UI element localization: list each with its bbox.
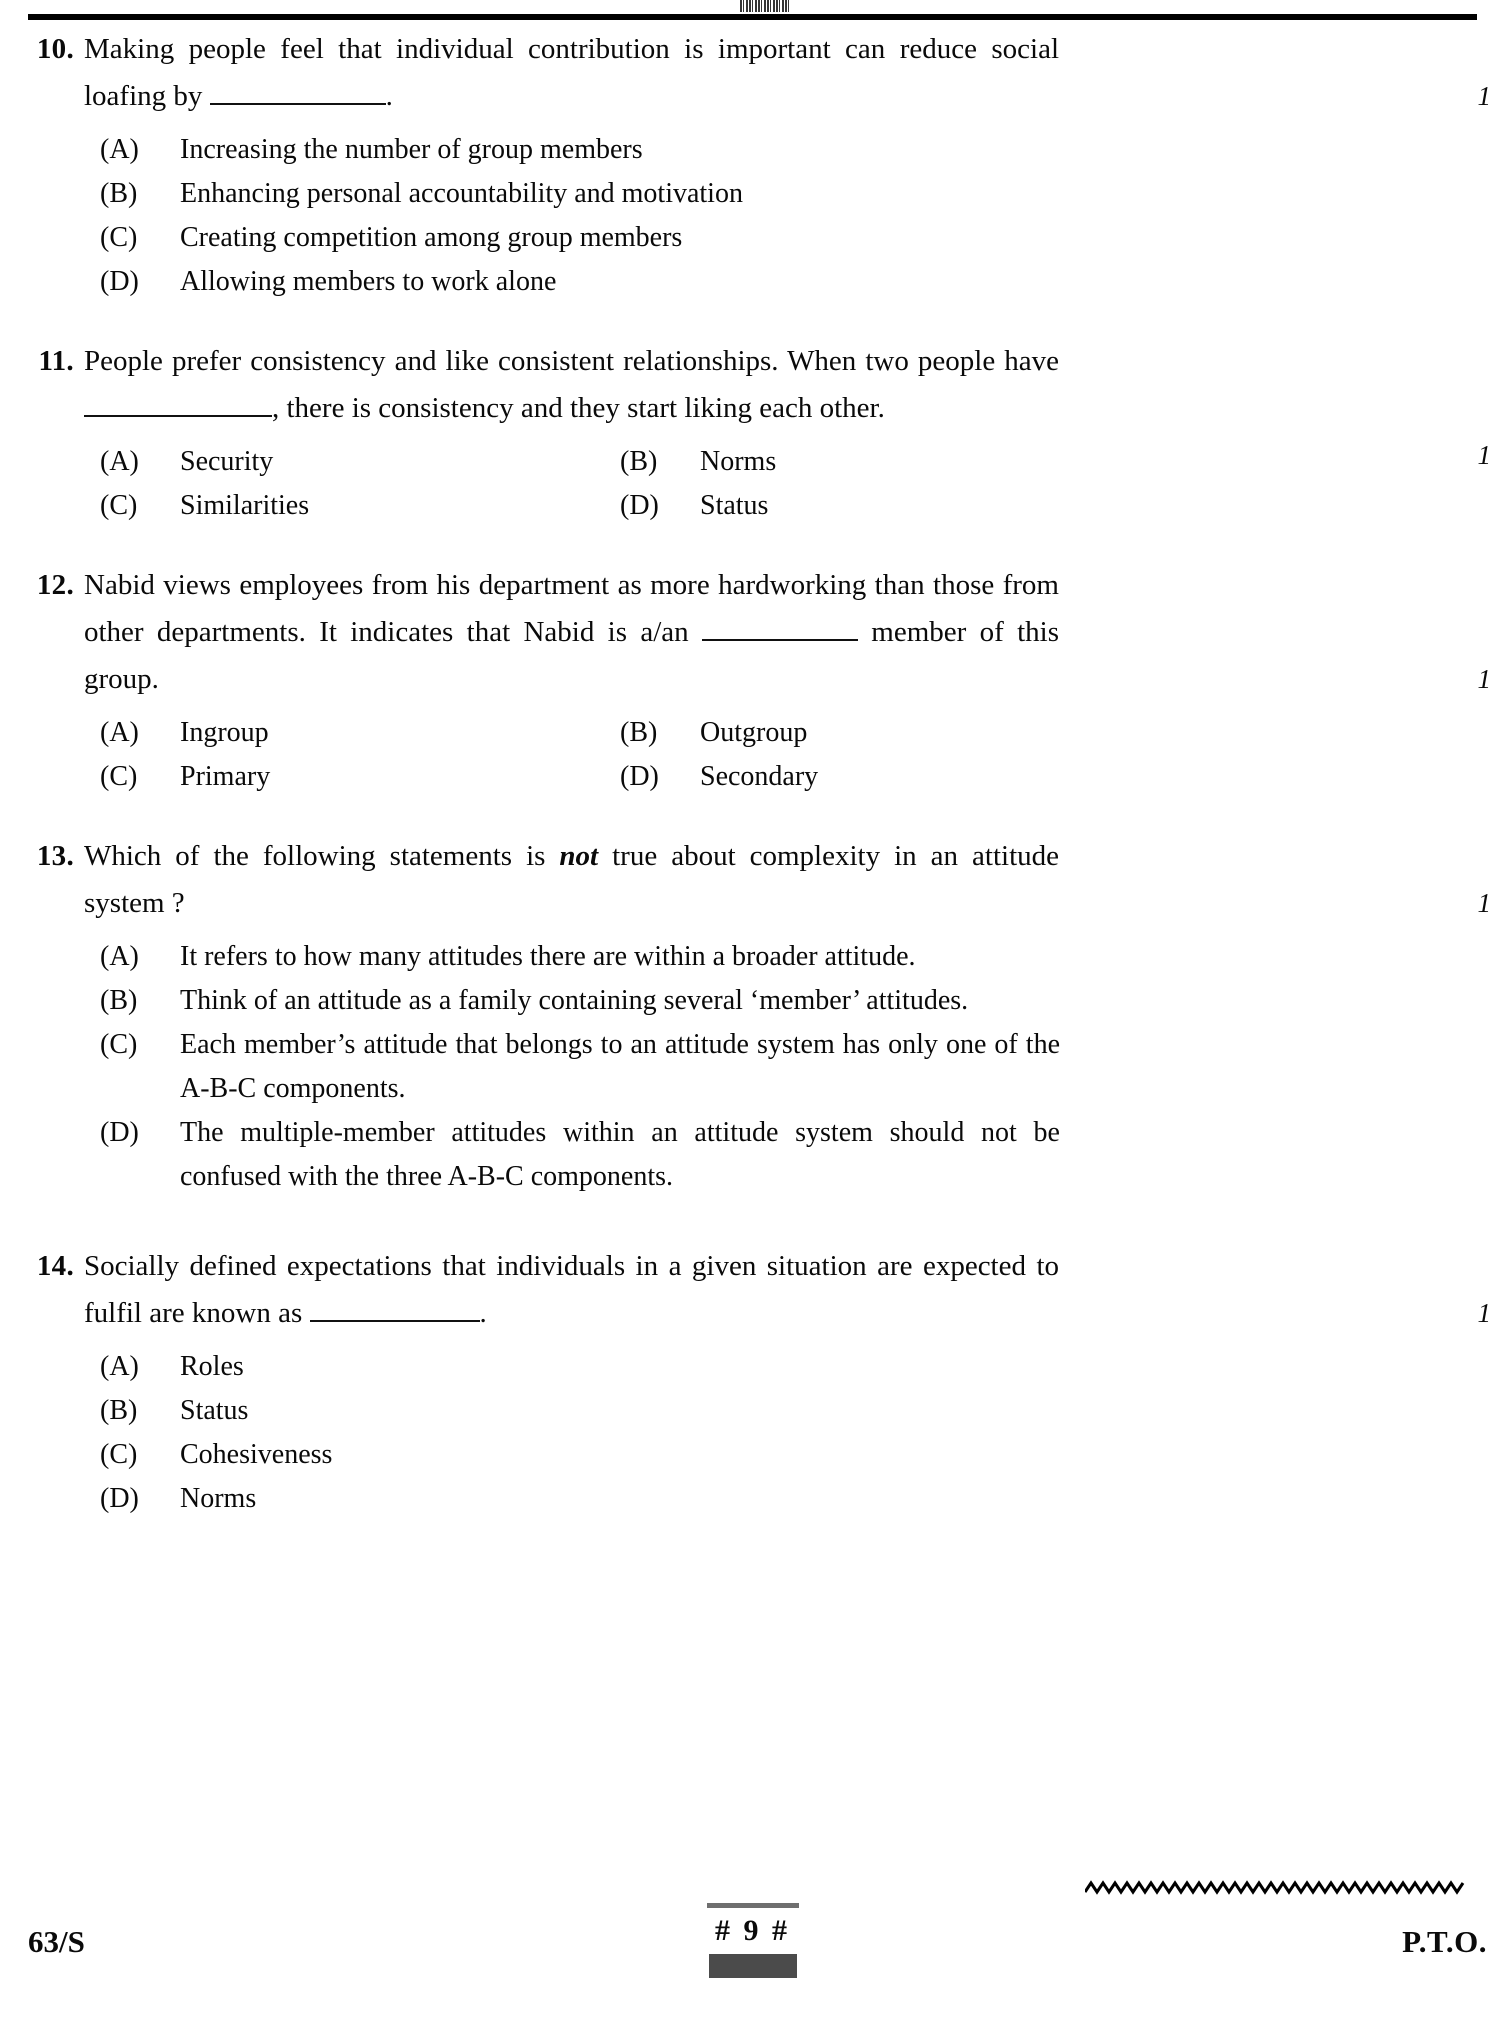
options-list xyxy=(100,711,1505,799)
options-list xyxy=(100,440,1505,528)
option-text: It refers to how many attitudes there are within a broader attitude. xyxy=(180,941,916,972)
fill-blank xyxy=(84,415,272,417)
question-number: 14. xyxy=(36,1250,74,1282)
option-text: Ingroup xyxy=(180,717,269,748)
option-label: (C) xyxy=(100,490,138,521)
option-c[interactable] xyxy=(100,1433,1505,1477)
option-d[interactable] xyxy=(620,484,1100,528)
question-10 xyxy=(0,26,1505,304)
option-label: (D) xyxy=(100,266,139,297)
page-number: # 9 # xyxy=(715,1914,790,1947)
question-text xyxy=(84,562,1059,703)
option-b[interactable] xyxy=(100,1389,1505,1433)
option-label: (A) xyxy=(100,941,139,972)
question-marks: 1 xyxy=(1477,888,1491,918)
question-marks: 1 xyxy=(1477,81,1491,111)
zigzag-rule-icon xyxy=(1085,1878,1465,1898)
barcode-icon xyxy=(740,0,790,12)
option-text: Norms xyxy=(180,1483,257,1514)
option-text: Allowing members to work alone xyxy=(180,266,557,297)
question-text xyxy=(84,833,1059,927)
option-c[interactable] xyxy=(100,216,1505,260)
spacer xyxy=(0,799,1505,833)
header-rule xyxy=(28,14,1477,20)
question-12 xyxy=(0,562,1505,799)
page-number-block-mark xyxy=(709,1954,797,1978)
option-label: (D) xyxy=(620,761,659,792)
page-number-block xyxy=(0,1903,1505,1978)
option-d[interactable] xyxy=(620,755,1100,799)
question-text xyxy=(84,1243,1059,1337)
option-label: (B) xyxy=(100,985,138,1016)
question-emphasis: not xyxy=(559,840,599,872)
option-label: (D) xyxy=(100,1117,139,1148)
paper-code: 63/S xyxy=(28,1924,85,1959)
option-text: Increasing the number of group members xyxy=(180,134,643,165)
question-13 xyxy=(0,833,1505,1199)
option-b[interactable] xyxy=(100,172,1505,216)
option-c[interactable] xyxy=(100,484,620,528)
option-a[interactable] xyxy=(100,711,620,755)
option-label: (D) xyxy=(620,490,659,521)
option-text: Norms xyxy=(700,446,777,477)
option-text: Each member’s attitude that belongs to an attitude system has only one of the A-B-C components. xyxy=(180,1029,1060,1104)
options-list xyxy=(100,935,1505,1199)
option-text: Cohesiveness xyxy=(180,1439,333,1470)
option-text: Secondary xyxy=(700,761,819,792)
question-stem: Nabid views employees from his department as more hardworking than those from other departments. It indicates that Nabid is a/an xyxy=(84,569,1059,648)
option-d[interactable] xyxy=(100,260,1505,304)
option-label: (C) xyxy=(100,1029,138,1060)
pto-label: P.T.O. xyxy=(1402,1924,1487,1959)
spacer xyxy=(0,304,1505,338)
option-label: (C) xyxy=(100,1439,138,1470)
question-stem-end: true about complexity in an attitude system ? xyxy=(84,840,1059,919)
question-stem: Which of the following statements is xyxy=(84,840,546,872)
option-text: Outgroup xyxy=(700,717,808,748)
options-row xyxy=(100,440,1505,484)
questions-container xyxy=(0,26,1505,1521)
option-d[interactable] xyxy=(100,1477,1505,1521)
question-number: 11. xyxy=(38,345,74,377)
option-a[interactable] xyxy=(100,1345,1505,1389)
option-label: (C) xyxy=(100,222,138,253)
option-label: (A) xyxy=(100,1351,139,1382)
question-number: 10. xyxy=(36,33,74,65)
question-stem-end: . xyxy=(385,80,393,112)
question-stem-end: , there is consistency and they start liking each other. xyxy=(272,392,885,424)
option-a[interactable] xyxy=(100,128,1505,172)
question-11 xyxy=(0,338,1505,528)
option-a[interactable] xyxy=(100,440,620,484)
fill-blank xyxy=(702,639,858,641)
question-stem: People prefer consistency and like consistent relationships. When two people have xyxy=(84,345,1059,377)
option-text: Status xyxy=(700,490,769,521)
question-stem: Making people feel that individual contribution is important can reduce social loafing by xyxy=(84,33,1059,112)
option-c[interactable] xyxy=(100,755,620,799)
option-label: (A) xyxy=(100,134,139,165)
options-row xyxy=(100,711,1505,755)
question-text xyxy=(84,338,1059,432)
question-stem-end: . xyxy=(479,1297,487,1329)
option-text: Creating competition among group members xyxy=(180,222,683,253)
option-c[interactable] xyxy=(100,1023,1505,1111)
option-label: (C) xyxy=(100,761,138,792)
option-text: Think of an attitude as a family containing several ‘member’ attitudes. xyxy=(180,985,969,1016)
option-text: Roles xyxy=(180,1351,244,1382)
options-list xyxy=(100,1345,1505,1521)
option-text: Similarities xyxy=(180,490,310,521)
options-row xyxy=(100,484,1505,528)
page-number-rule-top xyxy=(707,1903,799,1908)
option-text: Status xyxy=(180,1395,249,1426)
fill-blank xyxy=(310,1320,480,1322)
option-label: (D) xyxy=(100,1483,139,1514)
option-label: (A) xyxy=(100,446,139,477)
option-text: The multiple-member attitudes within an attitude system should not be confused with the three A-B-C components. xyxy=(180,1117,1060,1192)
question-number: 12. xyxy=(36,569,74,601)
options-list xyxy=(100,128,1505,304)
question-text xyxy=(84,26,1059,120)
question-stem-end: member of this group. xyxy=(84,616,1060,695)
spacer xyxy=(0,528,1505,562)
option-label: (B) xyxy=(100,178,138,209)
question-marks: 1 xyxy=(1477,664,1491,694)
question-stem: Socially defined expectations that individuals in a given situation are expected to fulfil are known as xyxy=(84,1250,1059,1329)
question-14 xyxy=(0,1243,1505,1521)
option-d[interactable] xyxy=(100,1111,1505,1199)
options-row xyxy=(100,755,1505,799)
option-text: Primary xyxy=(180,761,271,792)
option-b[interactable] xyxy=(620,711,1100,755)
option-label: (B) xyxy=(620,717,658,748)
option-text: Enhancing personal accountability and motivation xyxy=(180,178,743,209)
option-a[interactable] xyxy=(100,935,1505,979)
fill-blank xyxy=(210,103,386,105)
option-label: (B) xyxy=(100,1395,138,1426)
spacer xyxy=(0,1199,1505,1243)
option-label: (B) xyxy=(620,446,658,477)
question-number: 13. xyxy=(36,840,74,872)
option-label: (A) xyxy=(100,717,139,748)
question-marks: 1 xyxy=(1477,440,1491,470)
option-text: Security xyxy=(180,446,274,477)
question-marks: 1 xyxy=(1477,1298,1491,1328)
option-b[interactable] xyxy=(620,440,1100,484)
page-footer xyxy=(0,1866,1505,1986)
option-b[interactable] xyxy=(100,979,1505,1023)
